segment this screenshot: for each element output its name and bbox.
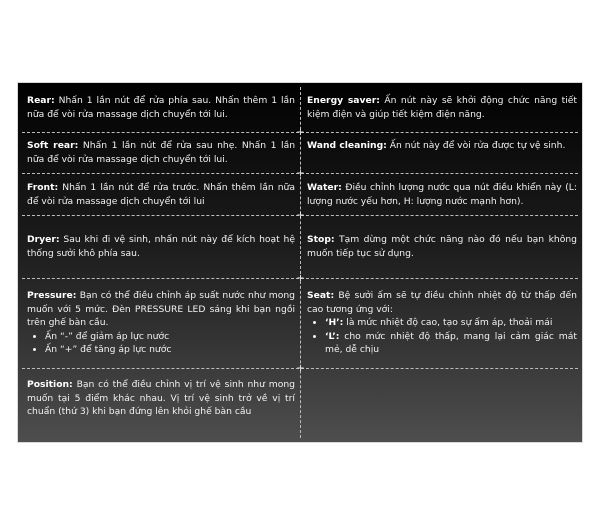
energy-saver-text: Ấn nút này sẽ khởi động chức năng tiết kiệm điện và giúp tiết kiệm điện năng. <box>307 95 578 120</box>
water-cell <box>307 181 577 208</box>
position-text: Bạn có thể điều chỉnh vị trí vệ sinh như mong muốn tại 5 điểm khác nhau. Vị trí vệ sinh trở về vị trí chuẩn (thứ 3) khi bạn đứng lên khỏi ghế bàn cầu <box>27 379 296 418</box>
seat-text: Bệ sưởi ấm sẽ tự điều chỉnh nhiệt độ từ thấp đến cao tương ứng với: <box>307 290 577 315</box>
plus-icon: + <box>296 210 305 221</box>
stop-text: Tạm dừng một chức năng nào đó nếu bạn không muốn tiếp tục sử dụng. <box>307 234 577 259</box>
water-text: Điều chỉnh lượng nước qua nút điều khiển này (L: lượng nước yếu hơn, H: lượng nước mạnh hơn). <box>307 182 578 207</box>
pressure-text: Bạn có thể điều chỉnh áp suất nước như mong muốn với 5 mức. Đèn PRESSURE LED sáng khi bạn ngồi trên ghế bàn cầu. <box>27 290 296 329</box>
list-item: • Ấn “-” để giảm áp lực nước <box>45 330 295 344</box>
wand-cleaning-cell <box>307 139 577 153</box>
position-cell <box>27 378 295 419</box>
dryer-text: Sau khi đi vệ sinh, nhấn nút này để kích hoạt hệ thống sưởi khô phía sau. <box>27 234 296 259</box>
dryer-title: Dryer: <box>27 234 60 245</box>
rear-title: Rear: <box>27 95 55 106</box>
dryer-cell <box>27 233 295 260</box>
soft-rear-title: Soft rear: <box>27 140 79 151</box>
stop-cell <box>307 233 577 260</box>
wand-cleaning-title: Wand cleaning: <box>307 140 387 151</box>
water-title: Water: <box>307 182 342 193</box>
list-item <box>325 316 577 330</box>
seat-l-key: ‘L’: <box>325 330 340 342</box>
pressure-cell <box>27 289 295 357</box>
seat-cell <box>307 289 577 357</box>
rear-cell <box>27 94 295 121</box>
seat-title: Seat: <box>307 290 335 301</box>
front-cell <box>27 181 295 208</box>
stop-title: Stop: <box>307 234 335 245</box>
front-title: Front: <box>27 182 59 193</box>
front-text: Nhấn 1 lần nút để rửa trước. Nhấn thêm lần nữa để vòi rửa massage dịch chuyển tới lui <box>27 182 296 207</box>
pressure-list <box>27 330 295 357</box>
plus-icon: + <box>296 273 305 284</box>
position-title: Position: <box>27 379 73 390</box>
plus-icon: + <box>296 168 305 179</box>
seat-h-key: ‘H’: <box>325 317 344 329</box>
wand-cleaning-text: Ấn nút này để vòi rửa được tự vệ sinh. <box>389 140 566 151</box>
seat-list <box>307 316 577 357</box>
instruction-board <box>17 82 583 443</box>
energy-saver-cell <box>307 94 577 121</box>
list-item <box>325 330 577 357</box>
list-item: • Ấn “+” để tăng áp lực nước <box>45 343 295 357</box>
soft-rear-text: Nhấn 1 lần nút để rửa sau nhẹ. Nhấn 1 lần nữa để vòi rửa massage dịch chuyển tới lui. <box>27 140 296 165</box>
pressure-title: Pressure: <box>27 290 77 301</box>
seat-h-text: là mức nhiệt độ cao, tạo sự ấm áp, thoải mái <box>343 317 553 329</box>
rear-text: Nhấn 1 lần nút để rửa phía sau. Nhấn thêm 1 lần nữa để vòi rửa massage dịch chuyển tới lui. <box>27 95 295 120</box>
soft-rear-cell <box>27 139 295 166</box>
plus-icon: + <box>296 127 305 138</box>
seat-l-text: cho mức nhiệt độ thấp, mang lại cảm giác mát mẻ, dễ chịu <box>325 330 577 356</box>
plus-icon: + <box>296 363 305 374</box>
energy-saver-title: Energy saver: <box>307 95 380 106</box>
column-divider <box>300 87 301 438</box>
